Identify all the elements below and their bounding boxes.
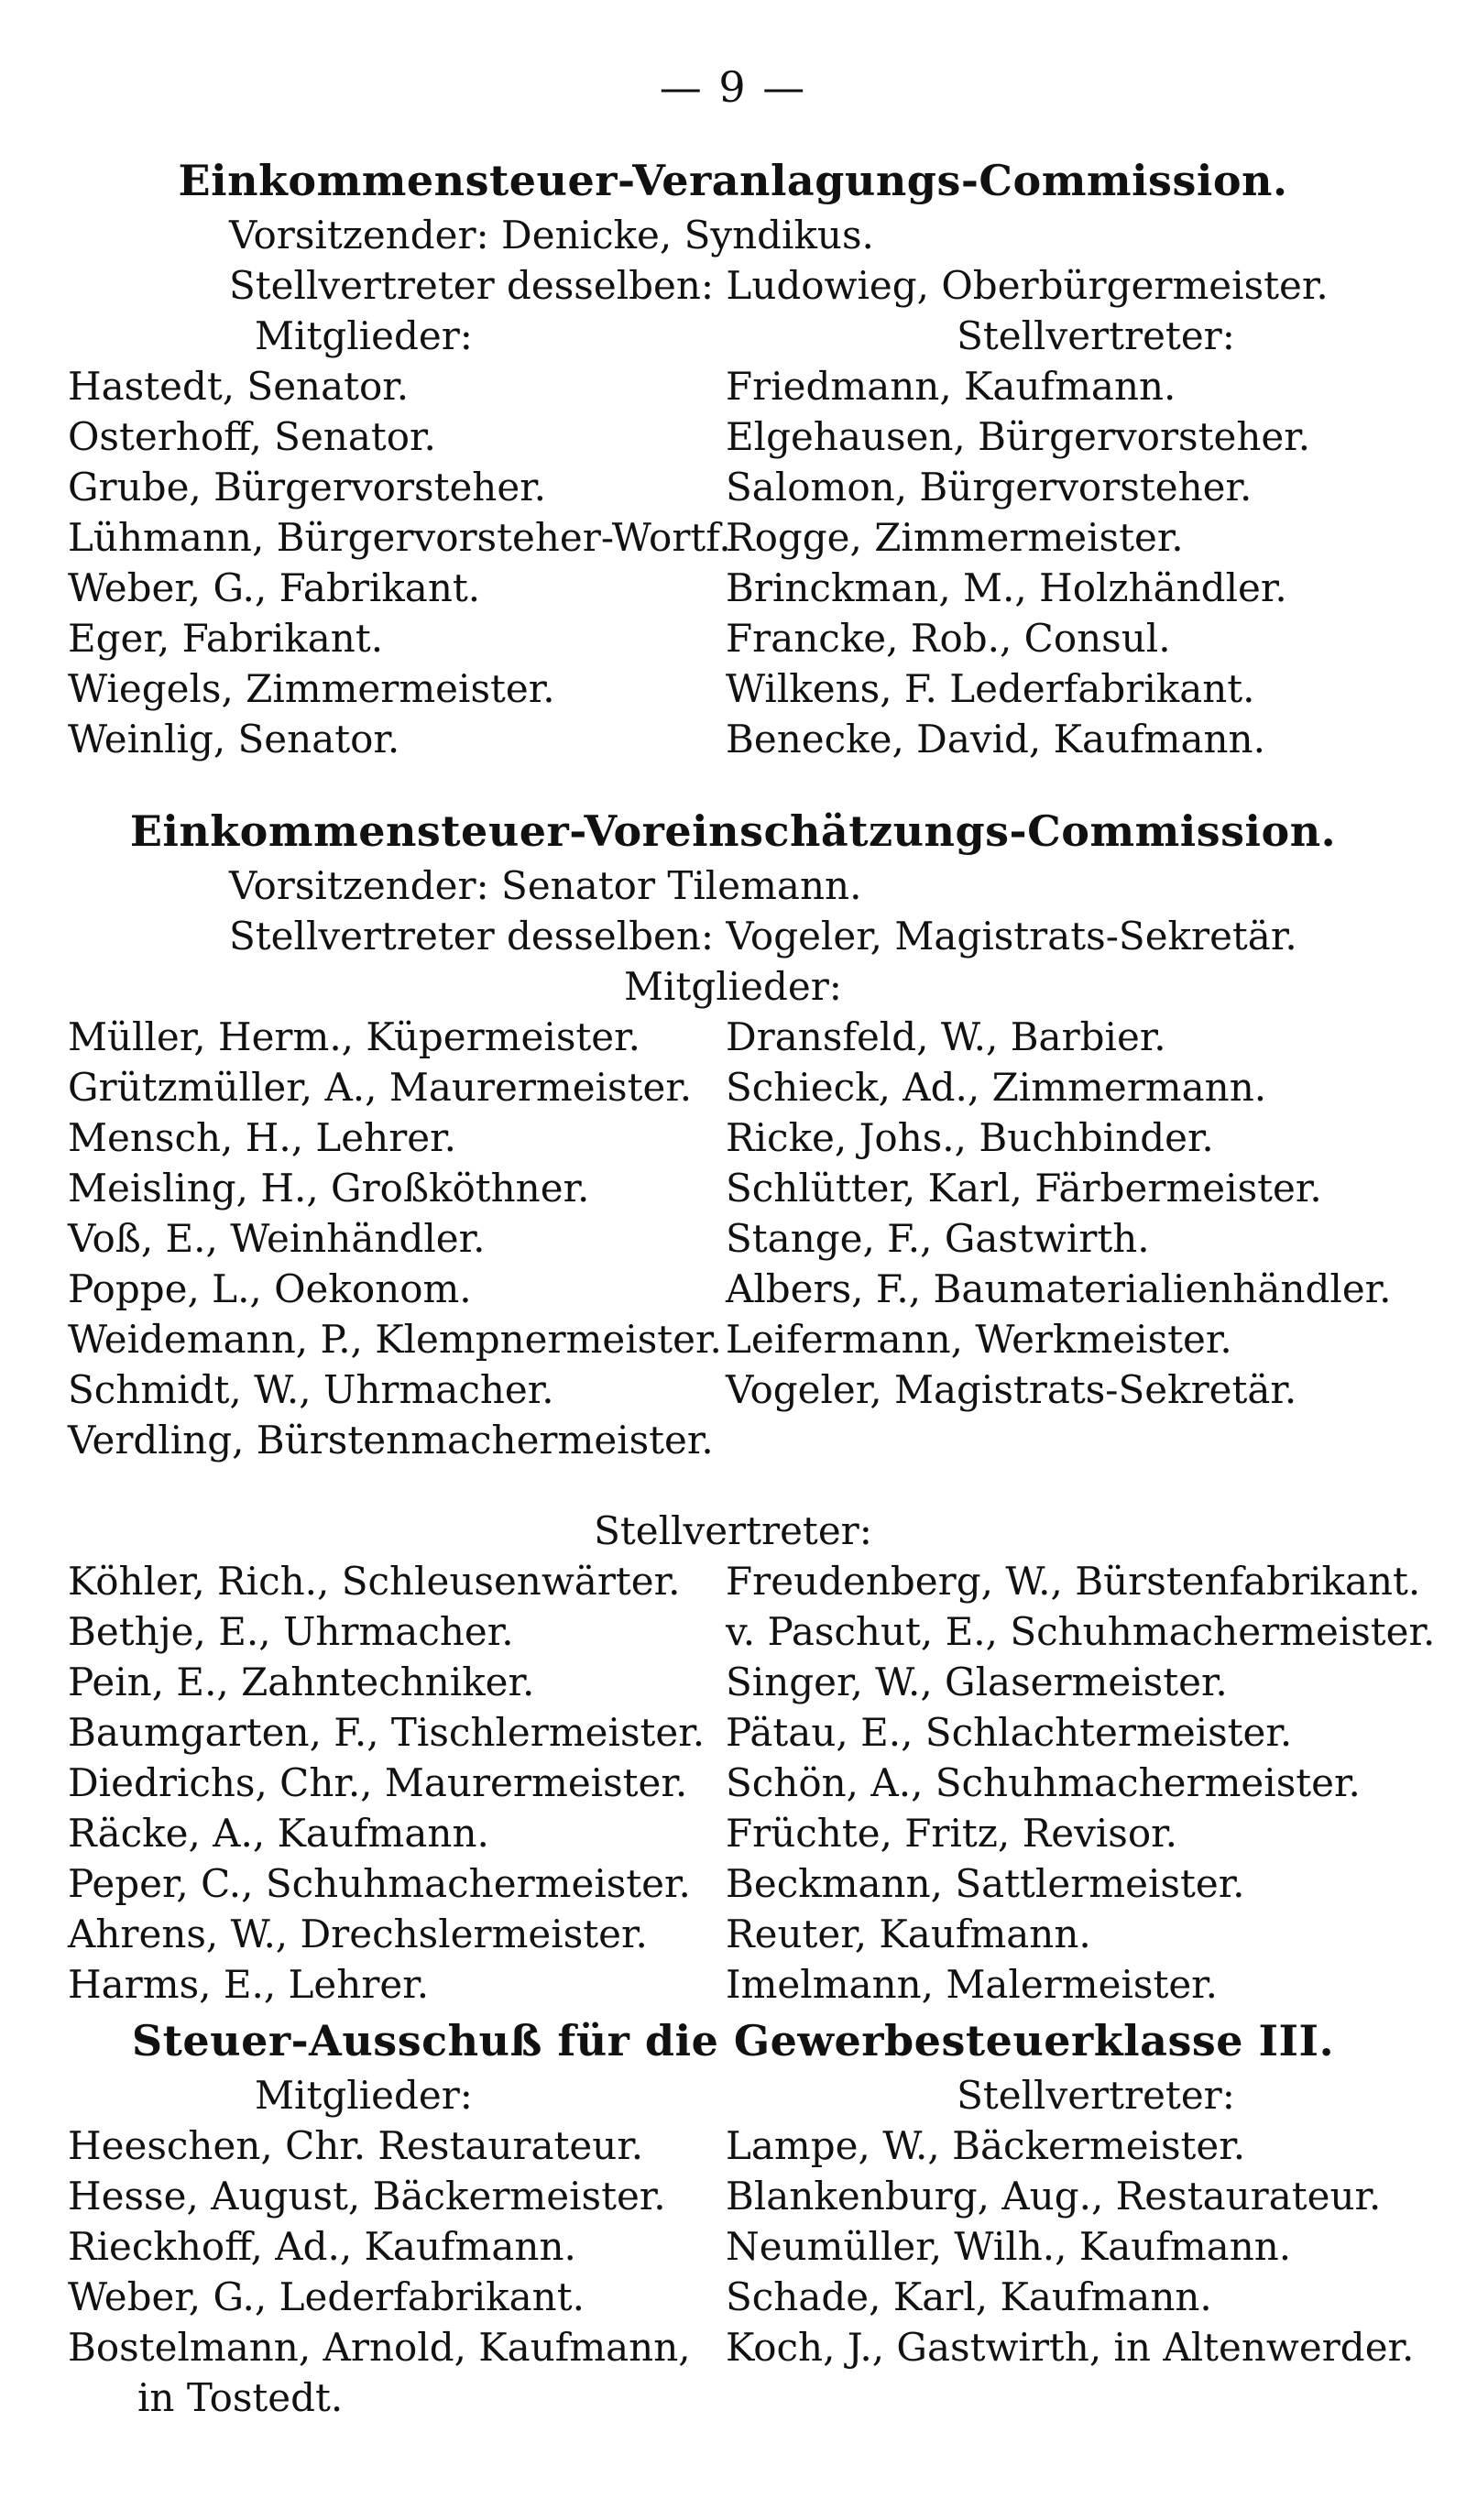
list-item: Pein, E., Zahntechniker.: [68, 1660, 535, 1704]
list-item: Weinlig, Senator.: [68, 717, 400, 761]
list-item: Friedmann, Kaufmann.: [726, 364, 1176, 409]
list-item: Benecke, David, Kaufmann.: [726, 717, 1265, 761]
list-item: Hesse, August, Bäckermeister.: [68, 2174, 666, 2219]
list-item: Stange, F., Gastwirth.: [726, 1216, 1150, 1261]
list-item: Schade, Karl, Kaufmann.: [726, 2274, 1212, 2319]
list-item: Blankenburg, Aug., Restaurateur.: [726, 2174, 1382, 2219]
list-item: Weidemann, P., Klempnermeister.: [68, 1317, 722, 1362]
deputies-right-column: [660, 1556, 1466, 2010]
list-item: Schieck, Ad., Zimmermann.: [726, 1065, 1267, 1110]
list-item: Meisling, H., Großköthner.: [68, 1166, 590, 1211]
columns: [0, 311, 1466, 764]
columns: [0, 2070, 1466, 2423]
list-item: Räcke, A., Kaufmann.: [68, 1811, 489, 1856]
list-item: Diedrichs, Chr., Maurermeister.: [68, 1760, 688, 1805]
list-item: Heeschen, Chr. Restaurateur.: [68, 2123, 644, 2168]
list-item: Reuter, Kaufmann.: [726, 1912, 1091, 1956]
section-title: Einkommensteuer-Voreinschätzungs-Commission.: [129, 806, 1337, 856]
list-item: Koch, J., Gastwirth, in Altenwerder.: [726, 2325, 1415, 2370]
list-item: Weber, G., Fabrikant.: [68, 565, 481, 610]
list-item: Eger, Fabrikant.: [68, 616, 384, 661]
chair-line: Vorsitzender: Senator Tilemann.: [229, 863, 862, 908]
section-title: Steuer-Ausschuß für die Gewerbesteuerklasse III.: [131, 2016, 1335, 2065]
list-item: Weber, G., Lederfabrikant.: [68, 2274, 585, 2319]
list-item: Schön, A., Schuhmachermeister.: [726, 1760, 1361, 1805]
list-item: Beckmann, Sattlermeister.: [726, 1861, 1245, 1906]
list-item: Mensch, H., Lehrer.: [68, 1115, 456, 1160]
members-columns: [0, 1012, 1466, 1465]
members-column: [0, 2070, 691, 2423]
list-item: Ricke, Johs., Buchbinder.: [726, 1115, 1214, 1160]
list-item: Wilkens, F. Lederfabrikant.: [726, 666, 1255, 711]
list-item: Ahrens, W., Drechslermeister.: [68, 1912, 648, 1956]
members-heading: Mitglieder:: [624, 964, 842, 1009]
list-item: Grützmüller, A., Maurermeister.: [68, 1065, 693, 1110]
list-item: Wiegels, Zimmermeister.: [68, 666, 555, 711]
list-item: v. Paschut, E., Schuhmachermeister.: [726, 1609, 1436, 1654]
list-item: Harms, E., Lehrer.: [68, 1962, 430, 2007]
list-item: Vogeler, Magistrats-Sekretär.: [726, 1367, 1297, 1412]
list-item: Neumüller, Wilh., Kaufmann.: [726, 2224, 1292, 2269]
members-column: [0, 311, 731, 764]
list-item: Pätau, E., Schlachtermeister.: [726, 1710, 1293, 1755]
list-item: Voß, E., Weinhändler.: [68, 1216, 486, 1261]
members-heading: Mitglieder:: [255, 2073, 473, 2118]
list-item: Lühmann, Bürgervorsteher-Wortf.: [68, 515, 731, 560]
deputies-columns: [0, 1556, 1466, 2010]
list-item: Rieckhoff, Ad., Kaufmann.: [68, 2224, 576, 2269]
deputies-heading: Stellvertreter:: [594, 1508, 872, 1553]
list-item: Schlütter, Karl, Färbermeister.: [726, 1166, 1322, 1211]
list-item: Poppe, L., Oekonom.: [68, 1266, 472, 1311]
list-item: Dransfeld, W., Barbier.: [726, 1014, 1166, 1059]
list-item: Lampe, W., Bäckermeister.: [726, 2123, 1246, 2168]
list-item: Osterhoff, Senator.: [68, 414, 436, 459]
list-item: Albers, F., Baumaterialienhändler.: [726, 1266, 1392, 1311]
section-gewerbesteuer: [0, 2011, 1466, 2423]
list-item: Salomon, Bürgervorsteher.: [726, 465, 1253, 509]
members-heading: Mitglieder:: [255, 313, 473, 358]
list-item: Verdling, Bürstenmachermeister.: [68, 1418, 714, 1463]
list-item: Peper, C., Schuhmachermeister.: [68, 1861, 691, 1906]
deputies-heading: Stellvertreter:: [957, 2073, 1235, 2118]
list-item: Köhler, Rich., Schleusenwärter.: [68, 1559, 681, 1604]
list-item: Früchte, Fritz, Revisor.: [726, 1811, 1177, 1856]
list-item: Schmidt, W., Uhrmacher.: [68, 1367, 554, 1412]
list-item: Rogge, Zimmermeister.: [726, 515, 1184, 560]
deputy-chair-line: Stellvertreter desselben: Ludowieg, Oberbürgermeister.: [229, 263, 1329, 308]
deputies-column: [660, 311, 1466, 764]
section-title: Einkommensteuer-Veranlagungs-Commission.: [178, 156, 1288, 205]
list-item: Francke, Rob., Consul.: [726, 616, 1171, 661]
members-right-column: [660, 1012, 1466, 1465]
list-item-continuation: in Tostedt.: [137, 2375, 344, 2420]
deputy-chair-line: Stellvertreter desselben: Vogeler, Magistrats-Sekretär.: [229, 914, 1297, 959]
list-item: Freudenberg, W., Bürstenfabrikant.: [726, 1559, 1421, 1604]
list-item: Hastedt, Senator.: [68, 364, 410, 409]
chair-line: Vorsitzender: Denicke, Syndikus.: [229, 213, 874, 257]
list-item: Baumgarten, F., Tischlermeister.: [68, 1710, 706, 1755]
list-item: Singer, W., Glasermeister.: [726, 1660, 1228, 1704]
list-item: Grube, Bürgervorsteher.: [68, 465, 547, 509]
section-veranlagung: [0, 151, 1466, 764]
members-left-column: [0, 1012, 722, 1465]
page-number: — 9 —: [659, 62, 807, 112]
deputies-left-column: [0, 1556, 706, 2010]
list-item: Bostelmann, Arnold, Kaufmann,: [68, 2325, 691, 2370]
deputies-column: [660, 2070, 1466, 2423]
section-voreinschaetzung: [0, 802, 1466, 2010]
list-item: Elgehausen, Bürgervorsteher.: [726, 414, 1311, 459]
list-item: Leifermann, Werkmeister.: [726, 1317, 1232, 1362]
list-item: Bethje, E., Uhrmacher.: [68, 1609, 514, 1654]
list-item: Müller, Herm., Küpermeister.: [68, 1014, 640, 1059]
deputies-heading: Stellvertreter:: [957, 313, 1235, 358]
list-item: Brinckman, M., Holzhändler.: [726, 565, 1287, 610]
list-item: Imelmann, Malermeister.: [726, 1962, 1218, 2007]
